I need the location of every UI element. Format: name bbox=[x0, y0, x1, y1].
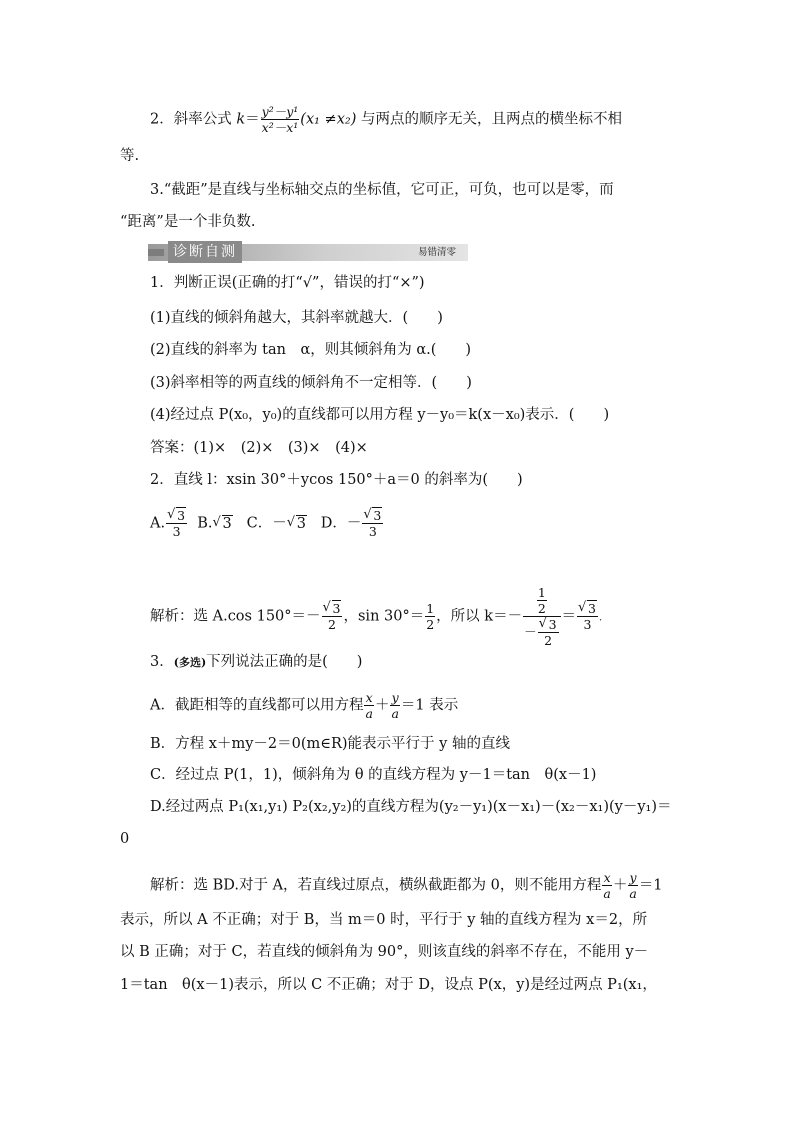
slope-condition: (x₁ ≠x₂) bbox=[300, 111, 357, 128]
option-a-fraction bbox=[166, 508, 187, 539]
option-b-sqrt bbox=[213, 514, 233, 534]
option-a-label: A. bbox=[150, 515, 166, 532]
q3-question: 下列说法正确的是( ) bbox=[206, 654, 363, 670]
note-2-line-2: 等. bbox=[120, 148, 140, 164]
numerator: y bbox=[629, 870, 637, 885]
solution-text: 解析：选 BD.对于 A，若直线过原点，横纵截距都为 0，则不能用方程 bbox=[150, 877, 602, 894]
option-d-label: D．－ bbox=[320, 515, 362, 532]
numerator: x bbox=[365, 690, 373, 705]
q1-title: 1．判断正误(正确的打“√”，错误的打“×”) bbox=[150, 275, 425, 291]
radicand: 3 bbox=[373, 508, 382, 523]
equals-sign: ＝ bbox=[245, 111, 260, 128]
slope-numerator: y²－y¹ bbox=[261, 104, 299, 119]
sol-frac-1-over-2 bbox=[425, 601, 435, 632]
radicand: 3 bbox=[332, 601, 341, 616]
option-d-fraction bbox=[362, 508, 383, 539]
sqrt-symbol bbox=[323, 601, 342, 616]
radicand: 3 bbox=[548, 617, 557, 632]
q3-option-a: A．截距相等的直线都可以用方程 $\frac{x}{a}$ ＋ $\frac{y}{a}$ ＝1 表示 bbox=[150, 690, 459, 721]
slope-fraction bbox=[261, 104, 300, 135]
note-3-line-2: “距离”是一个非负数. bbox=[120, 214, 256, 230]
inner-frac-sqrt3-over-2 bbox=[538, 617, 559, 648]
denominator: a bbox=[365, 706, 373, 721]
q3-option-d-line-2: 0 bbox=[120, 831, 130, 847]
solution-text: 解析：选 A.cos 150°＝－ bbox=[150, 608, 321, 625]
q1-statement-3: (3)斜率相等的两直线的倾斜角不一定相等．( ) bbox=[150, 375, 472, 391]
denominator: a bbox=[603, 886, 611, 901]
denominator: 3 bbox=[368, 524, 377, 539]
slope-denominator: x²－x¹ bbox=[261, 120, 299, 135]
q3-option-d-line-1: D.经过两点 P₁(x₁,y₁) P₂(x₂,y₂)的直线方程为(y₂－y₁)(x－x₁)－(x₂－x₁)(y－y₁)＝ bbox=[150, 799, 672, 815]
note-3-line-1: 3.“截距”是直线与坐标轴交点的坐标值，它可正，可负，也可以是零，而 bbox=[150, 182, 614, 198]
slope-k: k bbox=[236, 111, 246, 128]
multi-select-tag: (多选) bbox=[173, 656, 207, 669]
sqrt-symbol bbox=[539, 617, 558, 632]
option-text: ＝1 表示 bbox=[400, 697, 459, 714]
option-c-sqrt bbox=[287, 514, 307, 534]
radicand: 3 bbox=[296, 515, 306, 532]
q3-number: 3． bbox=[150, 654, 174, 670]
note-2-label: 2．斜率公式 bbox=[150, 111, 237, 128]
radicand: 3 bbox=[222, 515, 232, 532]
sol-frac-sqrt3-over-2 bbox=[322, 601, 343, 632]
q2-title: 2．直线 l：xsin 30°＋ycos 150°＋a＝0 的斜率为( ) bbox=[150, 472, 523, 488]
radicand: 3 bbox=[177, 508, 186, 523]
solution-text: ，sin 30°＝ bbox=[343, 608, 425, 625]
numerator: 1 bbox=[426, 601, 435, 616]
option-c-label: C．－ bbox=[246, 515, 287, 532]
denominator: 3 bbox=[172, 524, 181, 539]
sol-compound-fraction: $\frac{1}{2}$ － √ $\frac{3}{2}$ bbox=[523, 585, 560, 648]
denominator: a bbox=[391, 706, 399, 721]
denominator: 2 bbox=[328, 617, 336, 632]
section-banner bbox=[148, 244, 468, 261]
frac-y-over-a bbox=[628, 870, 637, 901]
q3-option-b: B．方程 x＋my－2＝0(m∈R)能表示平行于 y 轴的直线 bbox=[150, 736, 510, 752]
denominator: 2 bbox=[426, 617, 435, 632]
denominator: 3 bbox=[583, 617, 592, 632]
q3-option-c: C．经过点 P(1，1)，倾斜角为 θ 的直线方程为 y－1＝tan θ(x－1) bbox=[150, 767, 597, 783]
q2-solution: 解析：选 A.cos 150°＝－ √ $\frac{3}{2}$ ，sin 30°＝ $\frac{1}{2}$ ，所以 k＝－ $\frac{1}{2}$ － √ $\frac{3}{2}$ ＝ √ $\frac{3}{3}$ . bbox=[150, 585, 602, 648]
q2-options bbox=[150, 508, 384, 539]
frac-x-over-a bbox=[602, 870, 611, 901]
sqrt-symbol bbox=[578, 601, 597, 616]
frac-y-over-a bbox=[390, 690, 399, 721]
denominator: 2 bbox=[544, 633, 553, 648]
solution-text: ＝1 bbox=[638, 877, 663, 894]
solution-text: ，所以 k＝－ bbox=[436, 608, 523, 625]
q1-answer: 答案：(1)× (2)× (3)× (4)× bbox=[150, 440, 368, 456]
q1-statement-4: (4)经过点 P(x₀，y₀)的直线都可以用方程 y－y₀＝k(x－x₀)表示．( ) bbox=[150, 407, 610, 423]
banner-title: 诊断自测 bbox=[168, 241, 242, 263]
numerator: y bbox=[391, 690, 399, 705]
q1-statement-1: (1)直线的倾斜角越大，其斜率就越大．( ) bbox=[150, 310, 443, 326]
denominator: 2 bbox=[537, 601, 546, 616]
sqrt-symbol bbox=[363, 508, 382, 523]
sol-frac-result bbox=[577, 601, 598, 632]
inner-frac-1-over-2 bbox=[537, 585, 547, 616]
option-b-label: B. bbox=[197, 515, 213, 532]
note-2-line-1 bbox=[150, 104, 622, 135]
denominator: a bbox=[629, 886, 637, 901]
banner-lead-bar bbox=[148, 249, 164, 256]
numerator: x bbox=[603, 870, 611, 885]
q3-solution-line-3: 以 B 正确；对于 C，若直线的倾斜角为 90°，则该直线的斜率不存在，不能用 y－ bbox=[120, 944, 649, 960]
banner-subtitle: 易错清零 bbox=[417, 247, 456, 258]
q1-statement-2: (2)直线的斜率为 tan α，则其倾斜角为 α.( ) bbox=[150, 342, 472, 358]
solution-text: ＝ bbox=[561, 608, 577, 625]
q3-title bbox=[150, 652, 362, 673]
q3-solution-line-4: 1＝tan θ(x－1)表示，所以 C 不正确；对于 D，设点 P(x，y)是经过两点 P₁(x₁， bbox=[120, 977, 657, 993]
note-2-text: 与两点的顺序无关，且两点的横坐标不相 bbox=[356, 111, 622, 128]
sqrt-symbol bbox=[167, 508, 186, 523]
q3-solution-line-2: 表示，所以 A 不正确；对于 B，当 m＝0 时，平行于 y 轴的直线方程为 x＝2，所 bbox=[120, 912, 648, 928]
frac-x-over-a bbox=[364, 690, 373, 721]
numerator: 1 bbox=[537, 585, 546, 600]
radicand: 3 bbox=[588, 601, 596, 616]
option-text: A．截距相等的直线都可以用方程 bbox=[150, 697, 364, 714]
q3-solution-line-1: 解析：选 BD.对于 A，若直线过原点，横纵截距都为 0，则不能用方程 $\frac{x}{a}$ ＋ $\frac{y}{a}$ ＝1 bbox=[150, 870, 663, 901]
